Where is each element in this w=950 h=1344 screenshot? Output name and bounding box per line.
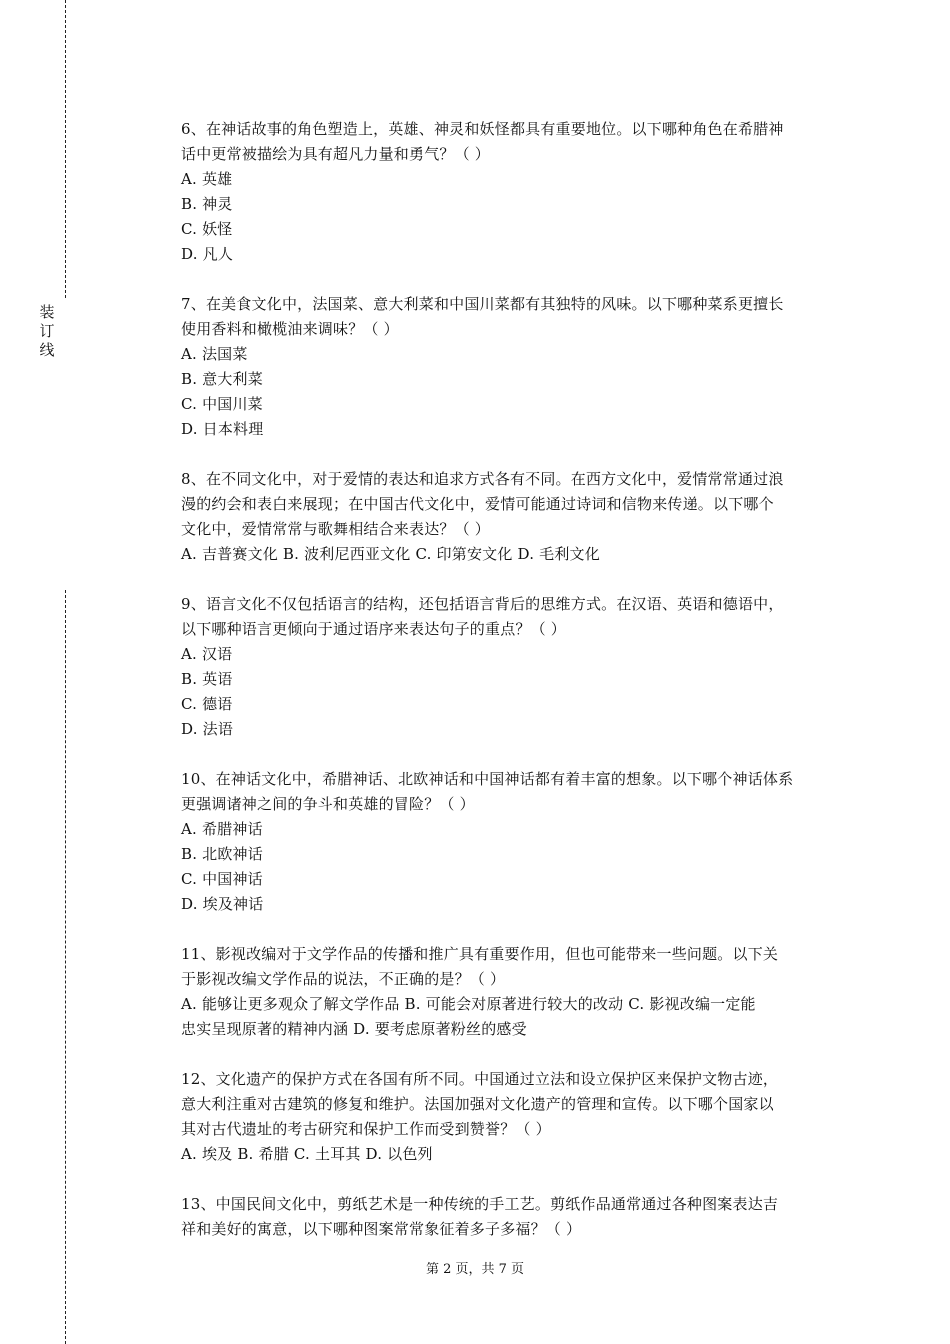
question-line: 13、中国民间文化中，剪纸艺术是一种传统的手工艺。剪纸作品通常通过各种图案表达吉 [181,1195,779,1213]
question-line: 祥和美好的寓意，以下哪种图案常常象征着多子多福？（ ） [181,1220,582,1238]
question-line: C. 德语 [181,695,233,713]
question-list [181,117,841,1267]
question-line: 9、语言文化不仅包括语言的结构，还包括语言背后的思维方式。在汉语、英语和德语中， [181,595,784,613]
question-line: 话中更常被描绘为具有超凡力量和勇气？（ ） [181,145,490,163]
question-line: 11、影视改编对于文学作品的传播和推广具有重要作用，但也可能带来一些问题。以下关 [181,945,779,963]
question-line: B. 英语 [181,670,233,688]
question-line: C. 中国川菜 [181,395,263,413]
question-block [181,292,841,442]
question-line: A. 埃及 B. 希腊 C. 土耳其 D. 以色列 [181,1145,433,1163]
binding-char: 装 [39,303,55,321]
binding-dashed-line-top [65,0,66,298]
question-line: 文化中，爱情常常与歌舞相结合来表达？（ ） [181,520,490,538]
question-line: 12、文化遗产的保护方式在各国有所不同。中国通过立法和设立保护区来保护文物古迹， [181,1070,779,1088]
question-line: 意大利注重对古建筑的修复和维护。法国加强对文化遗产的管理和宣传。以下哪个国家以 [181,1095,774,1113]
question-line: C. 妖怪 [181,220,233,238]
question-line: 漫的约会和表白来展现；在中国古代文化中，爱情可能通过诗词和信物来传递。以下哪个 [181,495,774,513]
question-line: A. 英雄 [181,170,233,188]
question-line: 忠实呈现原著的精神内涵 D. 要考虑原著粉丝的感受 [181,1020,527,1038]
page-number: 第 2 页，共 7 页 [425,1262,525,1277]
binding-dashed-line-bottom [65,590,66,1344]
question-block [181,1067,841,1167]
question-line: 10、在神话文化中，希腊神话、北欧神话和中国神话都有着丰富的想象。以下哪个神话体系 [181,770,794,788]
question-line: A. 希腊神话 [181,820,263,838]
question-line: 更强调诸神之间的争斗和英雄的冒险？（ ） [181,795,475,813]
question-line: D. 法语 [181,720,234,738]
question-block [181,117,841,267]
question-block [181,467,841,567]
question-line: 其对古代遗址的考古研究和保护工作而受到赞誉？（ ） [181,1120,551,1138]
question-block [181,592,841,742]
question-line: 6、在神话故事的角色塑造上，英雄、神灵和妖怪都具有重要地位。以下哪种角色在希腊神 [181,120,784,138]
question-line: 以下哪种语言更倾向于通过语序来表达句子的重点？（ ） [181,620,566,638]
question-line: 7、在美食文化中，法国菜、意大利菜和中国川菜都有其独特的风味。以下哪种菜系更擅长 [181,295,784,313]
question-line: B. 北欧神话 [181,845,263,863]
question-line: 8、在不同文化中，对于爱情的表达和追求方式各有不同。在西方文化中，爱情常常通过浪 [181,470,784,488]
question-line: B. 神灵 [181,195,233,213]
binding-char: 线 [39,341,55,359]
question-line: D. 埃及神话 [181,895,264,913]
question-line: D. 凡人 [181,245,234,263]
question-line: A. 能够让更多观众了解文学作品 B. 可能会对原著进行较大的改动 C. 影视改编一定能 [181,995,756,1013]
binding-char: 订 [39,322,55,340]
question-line: A. 汉语 [181,645,233,663]
question-block [181,942,841,1042]
question-block [181,767,841,917]
question-line: C. 中国神话 [181,870,263,888]
question-line: A. 法国菜 [181,345,248,363]
question-line: A. 吉普赛文化 B. 波利尼西亚文化 C. 印第安文化 D. 毛利文化 [181,545,600,563]
question-block [181,1192,841,1242]
question-line: 于影视改编文学作品的说法，不正确的是？（ ） [181,970,506,988]
binding-label [36,303,58,360]
question-line: B. 意大利菜 [181,370,263,388]
question-line: D. 日本料理 [181,420,264,438]
question-line: 使用香料和橄榄油来调味？（ ） [181,320,399,338]
